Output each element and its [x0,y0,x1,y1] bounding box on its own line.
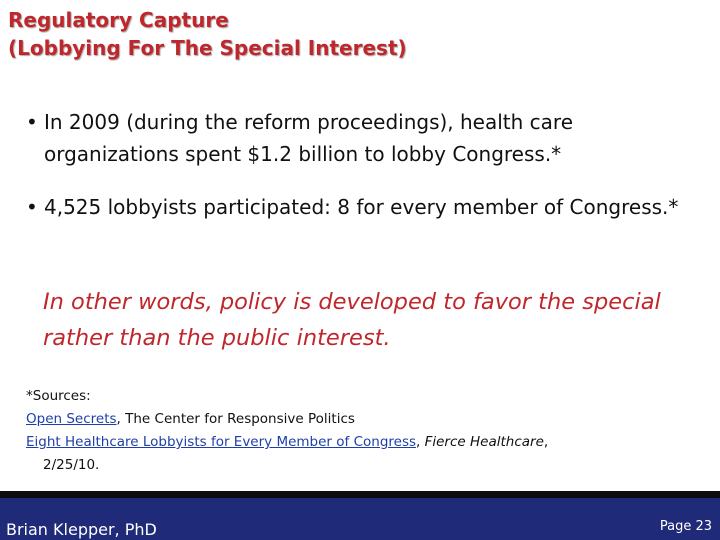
slide-title [8,6,407,62]
sources-block [26,385,706,477]
open-secrets-link[interactable]: Open Secrets [26,411,117,427]
source-2-end: , [543,434,549,450]
source-line-1 [26,408,706,431]
emphasis-statement: In other words, policy is developed to favor the special rather than the public interest. [43,289,661,351]
title-line-1: Regulatory Capture [8,8,229,32]
source-1-text: , The Center for Responsive Politics [116,411,355,427]
lobbyists-article-link[interactable]: Eight Healthcare Lobbyists for Every Member of Congress [26,434,417,450]
sources-heading: *Sources: [26,388,91,404]
footer-author: Brian Klepper, PhD [6,520,157,539]
footer-bar [0,491,720,540]
bullet-item [26,191,686,223]
bullet-dot: • [26,195,38,219]
source-line-2 [26,431,706,454]
source-date: 2/25/10. [43,457,100,473]
bullet-list [26,106,686,244]
bullet-item [26,106,686,170]
source-2-publication: Fierce Healthcare [424,434,544,450]
title-line-2: (Lobbying For The Special Interest) [8,36,407,60]
bullet-text: In 2009 (during the reform proceedings), health care organizations spent $1.2 billion to lobby Congress.* [44,110,574,166]
page-number: Page 23 [659,519,712,534]
bullet-dot: • [26,110,38,134]
source-2-sep: , [416,434,425,450]
bullet-text: 4,525 lobbyists participated: 8 for every member of Congress.* [44,195,679,219]
